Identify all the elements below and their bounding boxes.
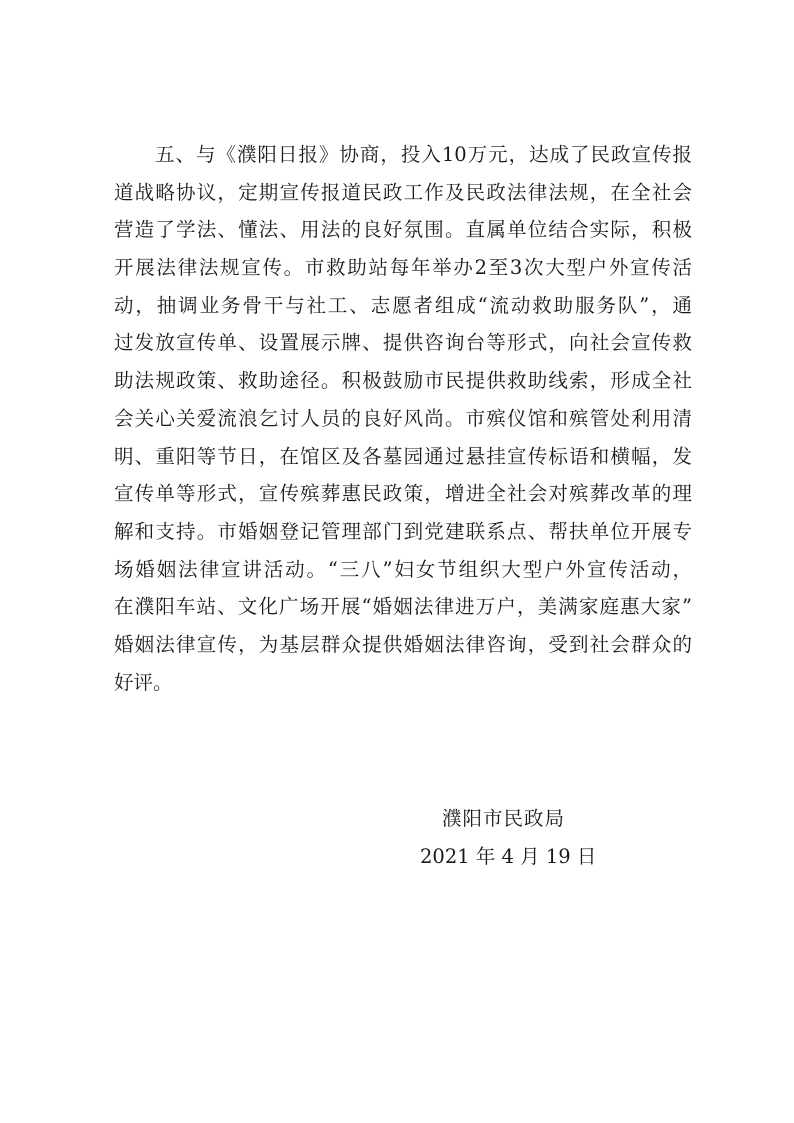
paragraph-line: 宣传单等形式，宣传殡葬惠民政策，增进全社会对殡葬改革的理 [114, 482, 692, 506]
signature-organization: 濮阳市民政局 [442, 807, 566, 830]
paragraph-line: 解和支持。市婚姻登记管理部门到党建联系点、帮扶单位开展专 [114, 519, 692, 543]
paragraph-line: 婚姻法律宣传，为基层群众提供婚姻法律咨询，受到社会群众的 [114, 632, 692, 656]
paragraph-line: 会关心关爱流浪乞讨人员的良好风尚。市殡仪馆和殡管处利用清 [114, 406, 692, 430]
paragraph-line: 营造了学法、懂法、用法的良好氛围。直属单位结合实际，积极 [114, 218, 692, 242]
paragraph-five [114, 136, 696, 701]
paragraph-line: 动，抽调业务骨干与社工、志愿者组成“流动救助服务队”，通 [114, 293, 692, 317]
paragraph-line: 开展法律法规宣传。市救助站每年举办2至3次大型户外宣传活 [114, 256, 692, 280]
paragraph-line: 场婚姻法律宣讲活动。“三八”妇女节组织大型户外宣传活动， [114, 557, 692, 581]
paragraph-line: 明、重阳等节日，在馆区及各墓园通过悬挂宣传标语和横幅，发 [114, 444, 692, 468]
signature-date: 2021 年 4 月 19 日 [420, 845, 597, 868]
paragraph-line: 好评。 [114, 670, 173, 694]
paragraph-line: 过发放宣传单、设置展示牌、提供咨询台等形式，向社会宣传救 [114, 331, 692, 355]
paragraph-line: 五、与《濮阳日报》协商，投入10万元，达成了民政宣传报 [155, 143, 692, 166]
paragraph-line: 在濮阳车站、文化广场开展“婚姻法律进万户，美满家庭惠大家” [114, 595, 692, 619]
paragraph-line: 助法规政策、救助途径。积极鼓励市民提供救助线索，形成全社 [114, 369, 692, 393]
paragraph-line: 道战略协议，定期宣传报道民政工作及民政法律法规，在全社会 [114, 180, 692, 204]
